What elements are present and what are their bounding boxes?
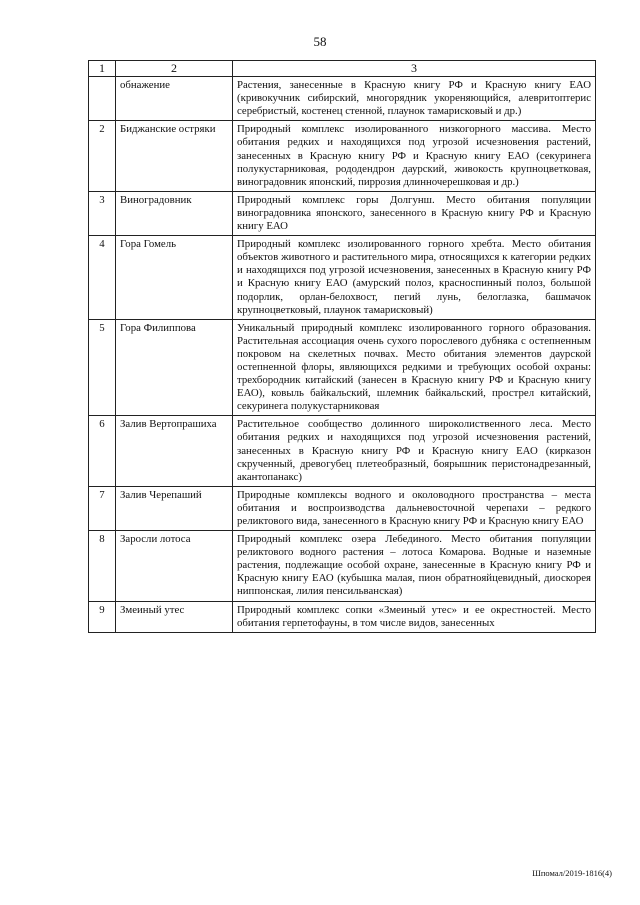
row-name: Заросли лотоса <box>116 531 233 601</box>
row-number: 5 <box>89 319 116 416</box>
row-description: Растительное сообщество долинного широколиственного леса. Место обитания редких и находящихся под угрозой исчезновения растений, занесенных в Красную книгу РФ и Красную книгу ЕАО (кирказон скрученный, древогубец плетеобразный, боярышник перистонадрезанный, акантопанакс) <box>233 416 596 486</box>
row-number: 4 <box>89 236 116 320</box>
row-name: обнажение <box>116 77 233 121</box>
row-number: 8 <box>89 531 116 601</box>
row-description: Природный комплекс изолированного горного хребта. Место обитания объектов животного и растительного мира, относящихся к категории редких и находящихся под угрозой исчезновения, занесенных в Красную книгу РФ и Красную книгу ЕАО (амурский полоз, красноспинный полоз, большой подорлик, орлан-белохвост, пегий лунь, белоглазка, башмачок крупноцветковый, плаунок тамарисковый) <box>233 236 596 320</box>
row-name: Биджанские остряки <box>116 121 233 191</box>
row-description: Природный комплекс сопки «Змеиный утес» и ее окрестностей. Место обитания герпетофауны, в том числе видов, занесенных <box>233 601 596 632</box>
row-number: 2 <box>89 121 116 191</box>
table-row <box>89 191 596 235</box>
row-name: Гора Гомель <box>116 236 233 320</box>
row-number: 7 <box>89 486 116 530</box>
row-number: 9 <box>89 601 116 632</box>
table-row <box>89 601 596 632</box>
table-row <box>89 77 596 121</box>
row-description: Растения, занесенные в Красную книгу РФ и Красную книгу ЕАО (кривокучник сибирский, многорядник укореняющийся, алевритоптерис серебристый, костенец стенной, плаунок тамарисковый и др.) <box>233 77 596 121</box>
row-name: Залив Вертопрашиха <box>116 416 233 486</box>
row-description: Природный комплекс озера Лебединого. Место обитания популяции реликтового водного растения – лотоса Комарова. Водные и наземные растения, подлежащие особой охране, занесенные в Красную книгу РФ и Красную книгу ЕАО (кубышка малая, пион обратнояйцевидный, диоскорея ниппонская, лилия пенсильванская) <box>233 531 596 601</box>
row-name: Виноградовник <box>116 191 233 235</box>
column-header: 1 <box>89 61 116 77</box>
table-row <box>89 319 596 416</box>
row-description: Природный комплекс изолированного низкогорного массива. Место обитания редких и находящихся под угрозой исчезновения растений, занесенных в Красную книгу РФ и Красную книгу ЕАО (секуринега полукустарниковая, рододендрон даурский, живокость крупноцветковая, виноградовник японский, пиррозия длинночерешковая и др.) <box>233 121 596 191</box>
table-row <box>89 236 596 320</box>
row-description: Уникальный природный комплекс изолированного горного образования. Растительная ассоциация очень сухого порослевого дубняка с остепненным покровом на скелетных почвах. Место обитания элементов даурской остепненной флоры, являющихся редкими и требующих особой охраны: трехбородник китайский (занесен в Красную книгу РФ и Красную книгу ЕАО), ковыль байкальский, шлемник байкальский, прострел китайский, секуринега полукустарниковая <box>233 319 596 416</box>
row-name: Змеиный утес <box>116 601 233 632</box>
row-number: 3 <box>89 191 116 235</box>
row-name: Залив Черепаший <box>116 486 233 530</box>
footer-code: Шпомал/2019-1816(4) <box>532 868 612 878</box>
table-row <box>89 531 596 601</box>
page-number: 58 <box>313 34 327 49</box>
table-row <box>89 486 596 530</box>
row-description: Природный комплекс горы Долгунш. Место обитания популяции виноградовника японского, занесенного в Красную книгу РФ и Красную книгу ЕАО <box>233 191 596 235</box>
table-header-row <box>89 61 596 77</box>
row-description: Природные комплексы водного и околоводного пространства – места обитания и воспроизводства дальневосточной черепахи – редкого реликтового вида, занесенного в Красную книгу РФ и Красную книгу ЕАО <box>233 486 596 530</box>
document-table <box>88 60 596 633</box>
column-header: 3 <box>233 61 596 77</box>
table-row <box>89 416 596 486</box>
row-number: 6 <box>89 416 116 486</box>
column-header: 2 <box>116 61 233 77</box>
table-row <box>89 121 596 191</box>
row-number <box>89 77 116 121</box>
row-name: Гора Филиппова <box>116 319 233 416</box>
